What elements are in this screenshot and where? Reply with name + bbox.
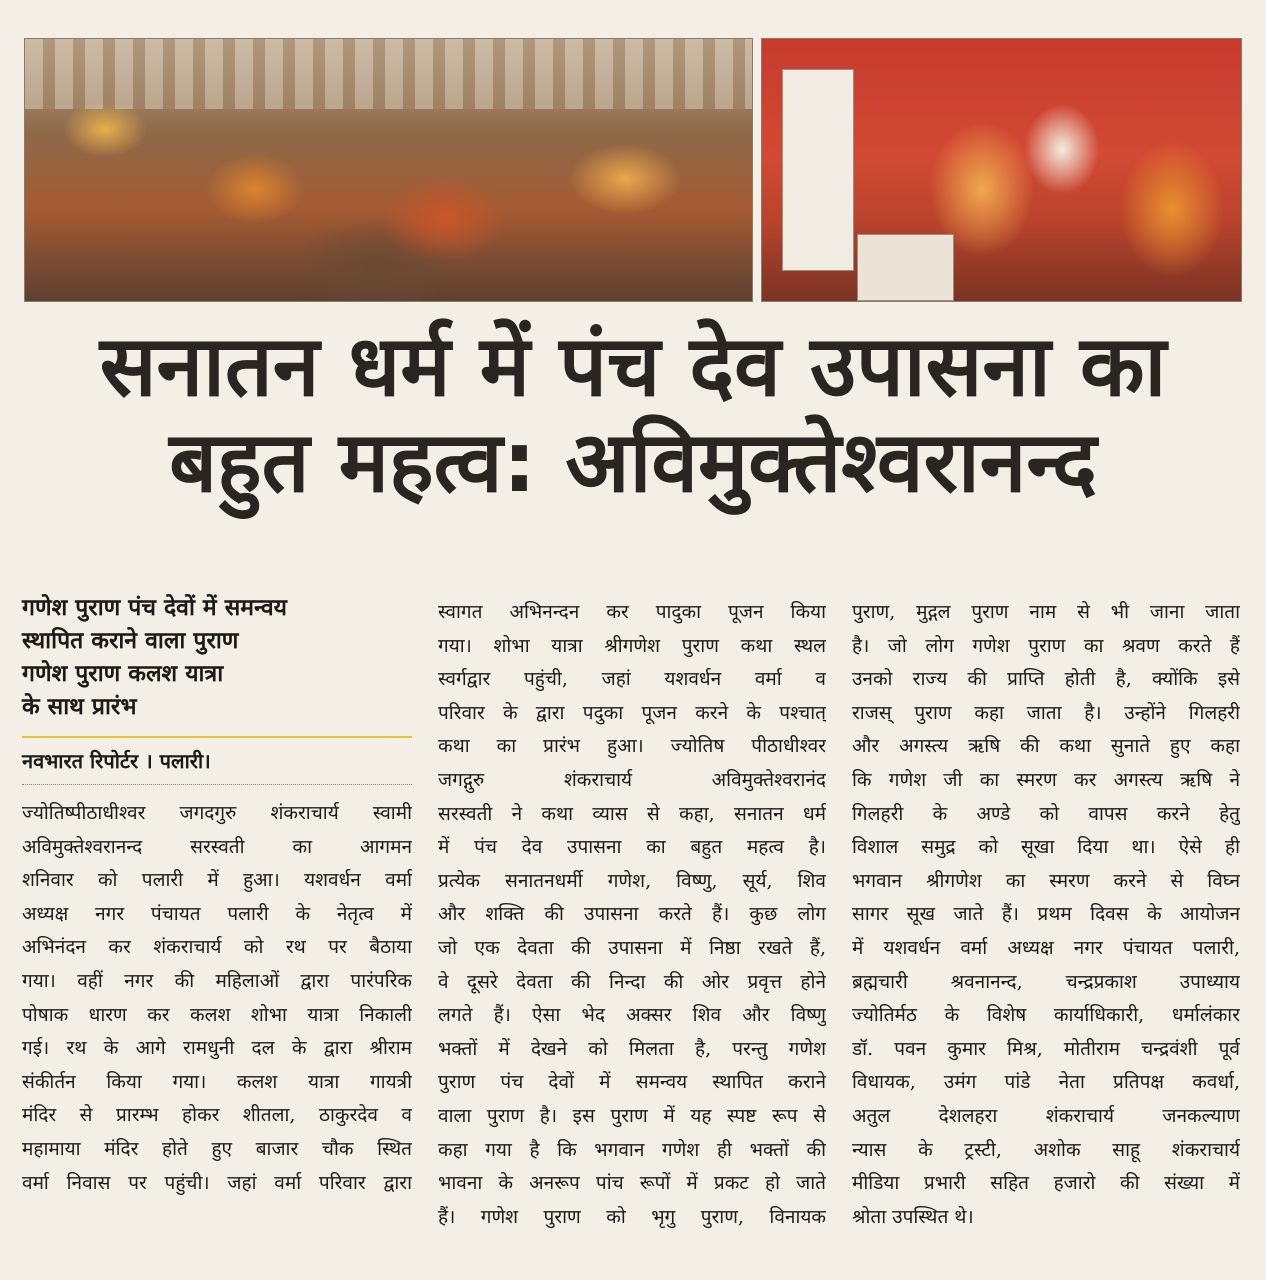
dotted-divider [22,784,412,785]
text-line: में यशवर्धन वर्मा अध्यक्ष नगर पंचायत पलारी, [852,936,1240,959]
text-line: वर्मा निवास पर पहुंची। जहां वर्मा परिवार द्वारा [22,1171,412,1194]
text-line: ज्योतिर्मठ के विशेष कार्याधिकारी, धर्मालंकार [852,1004,1240,1027]
text-line: मंदिर से प्रारम्भ होकर शीतला, ठाकुरदेव व [22,1104,412,1127]
headline [20,318,1246,510]
crowd-photo [24,38,753,302]
text-line: अध्यक्ष नगर पंचायत पलारी के नेतृत्व में [22,902,412,925]
subheading-line: गणेश पुराण पंच देवों में समन्वय [22,595,287,621]
text-line: विशाल समुद्र को सूखा दिया था। ऐसे ही [852,836,1240,859]
text-line: स्वर्गद्वार पहुंची, जहां यशवर्धन वर्मा व [438,668,826,691]
text-line: पोषाक धारण कर कलश शोभा यात्रा निकाली [22,1003,412,1026]
text-line: जो एक देवता की उपासना में निष्ठा रखते हैं, [438,936,826,959]
text-line: स्वागत अभिनन्दन कर पादुका पूजन किया [438,601,826,623]
text-line: पुराण पंच देवों में समन्वय स्थापित कराने [438,1071,826,1094]
text-line: श्रोता उपस्थित थे। [852,1205,974,1228]
text-line: गई। रथ के आगे रामधुनी दल के द्वारा श्रीराम [22,1037,412,1060]
text-line: में पंच देव उपासना का बहुत महत्व है। [438,836,826,859]
text-line: वाला पुराण है। इस पुराण में यह स्पष्ट रूप से [438,1104,826,1127]
text-line: अभिनंदन कर शंकराचार्य को रथ पर बैठाया [22,936,412,959]
text-line: लगते हैं। ऐसा भेद अक्सर शिव और विष्णु [438,1004,826,1027]
text-line: कथा का प्रारंभ हुआ। ज्योतिष पीठाधीश्वर [438,735,826,758]
text-line: पुराण, मुद्गल पुराण नाम से भी जाना जाता [852,601,1240,623]
stage-board-lower [857,234,954,301]
headline-line-1: सनातन धर्म में पंच देव उपासना का [99,317,1167,415]
text-line: न्यास के ट्रस्टी, अशोक साहू शंकराचार्य [852,1138,1240,1161]
subheading-line: स्थापित कराने वाला पुराण [22,628,239,654]
headline-line-2: बहुत महत्व: अविमुक्तेश्वरानन्द [169,413,1097,511]
text-line: मीडिया प्रभारी सहित हजारो की संख्या में [852,1172,1240,1195]
text-line: महामाया मंदिर होते हुए बाजार चौक स्थित [22,1137,412,1160]
subheading-line: गणेश पुराण कलश यात्रा [22,661,224,687]
text-line: भावना के अनरूप पांच रूपों में प्रकट हो जाते [438,1172,826,1195]
text-line: अतुल देशलहरा शंकराचार्य जनकल्याण [852,1104,1240,1127]
text-line: ज्योतिष्पीठाधीश्वर जगदगुरु शंकराचार्य स्वामी [22,802,412,824]
text-line: शनिवार को पलारी में हुआ। यशवर्धन वर्मा [22,869,412,892]
column-1 [22,592,412,1200]
stage-photo [761,38,1242,302]
yellow-divider [22,736,412,738]
column-3 [852,596,1240,1234]
text-line: संकीर्तन किया गया। कलश यात्रा गायत्री [22,1070,412,1093]
column-1-body [22,797,412,1200]
byline: नवभारत रिपोर्टर । पलारी। [22,749,211,773]
text-line: प्रत्येक सनातनधर्मी गणेश, विष्णु, सूर्य, शिव [438,869,826,892]
text-line: कहा गया है कि भगवान गणेश ही भक्तों की [438,1138,826,1161]
text-line: गया। वहीं नगर की महिलाओं द्वारा पारंपरिक [22,969,412,992]
column-2 [438,596,826,1234]
text-line: सागर सूख जाते हैं। प्रथम दिवस के आयोजन [852,903,1240,926]
text-line: ब्रह्मचारी श्रवनानन्द, चन्द्रप्रकाश उपाध्याय [852,970,1240,993]
text-line: भक्तों में देखने को मिलता है, परन्तु गणेश [438,1037,826,1060]
subheading-line: के साथ प्रारंभ [22,694,137,720]
text-line: गिलहरी के अण्डे को वापस करने हेतु [852,802,1240,825]
text-line: डॉ. पवन कुमार मिश्र, मोतीराम चन्द्रवंशी पूर्व [852,1037,1240,1060]
text-line: उनको राज्य की प्राप्ति होती है, क्योंकि इसे [852,668,1240,691]
text-line: है। जो लोग गणेश पुराण का श्रवण करते हैं [852,634,1240,657]
text-line: कि गणेश जी का स्मरण कर अगस्त्य ऋषि ने [852,768,1240,791]
text-line: सरस्वती ने कथा व्यास से कहा, सनातन धर्म [438,802,826,825]
text-line: राजस् पुराण कहा जाता है। उन्होंने गिलहरी [852,701,1240,724]
text-line: भगवान श्रीगणेश का स्मरण करने से विघ्न [852,869,1240,892]
text-line: विधायक, उमंग पांडे नेता प्रतिपक्ष कवर्धा, [852,1071,1240,1094]
text-line: गया। शोभा यात्रा श्रीगणेश पुराण कथा स्थल [438,634,826,657]
text-line: वे दूसरे देवता की निन्दा की ओर प्रवृत्त होने [438,970,826,993]
stage-board [782,69,854,271]
text-line: जगद्गुरु शंकराचार्य अविमुक्तेश्वरानंद [438,768,826,791]
text-line: और अगस्त्य ऋषि की कथा सुनाते हुए कहा [852,735,1240,758]
text-line: और शक्ति की उपासना करते हैं। कुछ लोग [438,903,826,926]
text-line: अविमुक्तेश्वरानन्द सरस्वती का आगमन [22,835,412,858]
text-line: हैं। गणेश पुराण को भृगु पुराण, विनायक [438,1205,826,1228]
text-line: परिवार के द्वारा पदुका पूजन करने के पश्चात् [438,701,826,724]
photo-row [24,38,1240,300]
